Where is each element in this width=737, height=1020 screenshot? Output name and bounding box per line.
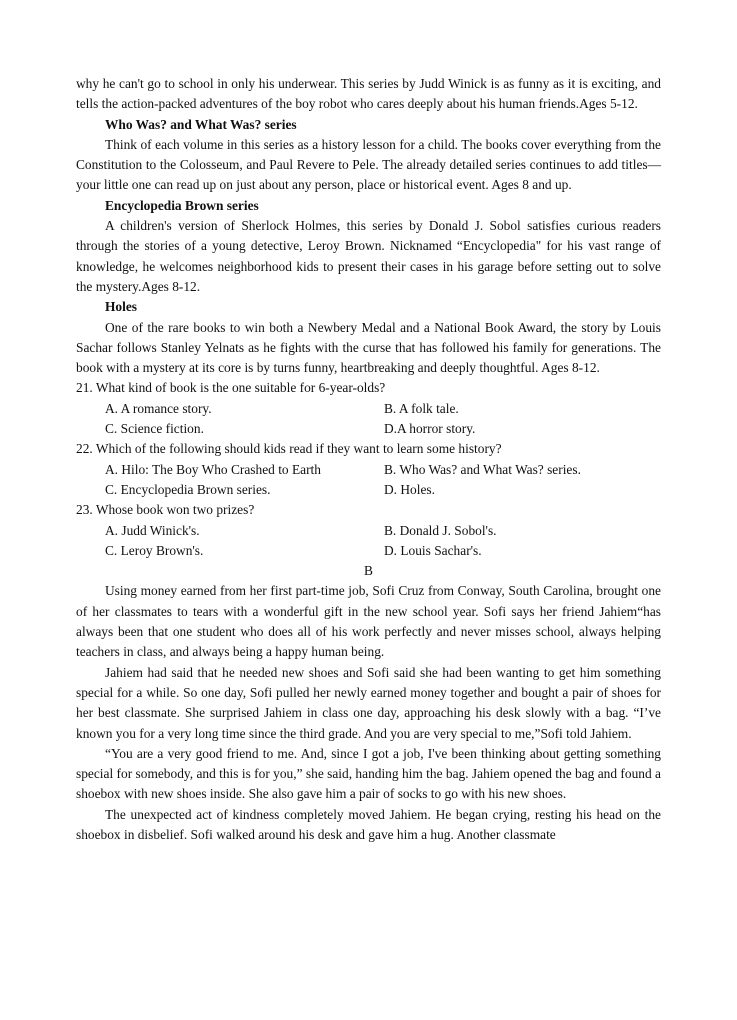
- option-22-d: D. Holes.: [384, 481, 435, 497]
- section-heading-b: B: [364, 563, 373, 579]
- book-desc-encyclopedia-brown: A children's version of Sherlock Holmes, this series by Donald J. Sobol satisfies curious readers through the stories of a young detective, Leroy Brown. Nicknamed “Encyclopedia" for his vast range of knowledge, he welcomes neighborhood kids to present their cases in his garage before setting out to solve the mystery.Ages 8-12.: [76, 218, 661, 294]
- question-22-options: [76, 460, 661, 501]
- book-title-holes: Holes: [105, 299, 137, 315]
- option-21-d: D.A horror story.: [384, 421, 476, 437]
- passage-b-paragraph-1: Using money earned from her first part-time job, Sofi Cruz from Conway, South Carolina, brought one of her classmates to tears with a wonderful gift in the new school year. Sofi says her friend Jahiem“has always been that one student who does all of his work perfectly and never misses school, always helping teachers in class, and always being a happy human being.: [76, 583, 661, 660]
- question-23-stem: 23. Whose book won two prizes?: [76, 502, 255, 518]
- option-23-d: D. Louis Sachar's.: [384, 542, 482, 558]
- book-title-encyclopedia-brown: Encyclopedia Brown series: [105, 197, 259, 213]
- document-page: [76, 74, 661, 845]
- question-22-stem: 22. Which of the following should kids read if they want to learn some history?: [76, 441, 502, 457]
- option-23-b: B. Donald J. Sobol's.: [384, 522, 497, 538]
- option-22-b: B. Who Was? and What Was? series.: [384, 461, 581, 477]
- book-desc-who-was: Think of each volume in this series as a history lesson for a child. The books cover everything from the Constitution to the Colosseum, and Paul Revere to Pele. The already detailed series continues to add titles—your little one can read up on just about any person, place or historical event. Ages 8 and up.: [76, 136, 661, 193]
- passage-b-paragraph-3: “You are a very good friend to me. And, since I got a job, I've been thinking about getting something special for somebody, and this is for you,” she said, handing him the bag. Jahiem opened the bag and found a shoebox with new shoes inside. She also gave him a pair of socks to go with his new shoes.: [76, 745, 661, 802]
- question-21-stem: 21. What kind of book is the one suitable for 6-year-olds?: [76, 380, 386, 396]
- book-title-who-was: Who Was? and What Was? series: [105, 116, 297, 132]
- option-23-c: C. Leroy Brown's.: [105, 542, 204, 558]
- passage-b-paragraph-2: Jahiem had said that he needed new shoes and Sofi said she had been wanting to get him something special for a while. So one day, Sofi pulled her newly earned money together and bought a pair of shoes for her best classmate. She surprised Jahiem in class one day, approaching his desk slowly with a bag. “I’ve known you for a very long time since the third grade. And you are very special to me,”Sofi told Jahiem.: [76, 664, 661, 741]
- option-22-c: C. Encyclopedia Brown series.: [105, 481, 271, 497]
- option-23-a: A. Judd Winick's.: [105, 522, 200, 538]
- book-desc-holes: One of the rare books to win both a Newbery Medal and a National Book Award, the story by Louis Sachar follows Stanley Yelnats as he fights with the curse that has followed his family for generations. The book with a mystery at its core is by turns funny, heartbreaking and deeply thoughtful. Ages 8-12.: [76, 319, 661, 376]
- option-21-b: B. A folk tale.: [384, 400, 459, 416]
- option-22-a: A. Hilo: The Boy Who Crashed to Earth: [105, 461, 321, 477]
- intro-paragraph: why he can't go to school in only his underwear. This series by Judd Winick is as funny as it is exciting, and tells the action-packed adventures of the boy robot who cares deeply about his human friends.Ages 5-12.: [76, 76, 661, 112]
- question-23-options: [76, 521, 661, 562]
- option-21-a: A. A romance story.: [105, 400, 212, 416]
- passage-b-paragraph-4: The unexpected act of kindness completely moved Jahiem. He began crying, resting his head on the shoebox in disbelief. Sofi walked around his desk and gave him a hug. Another classmate: [76, 806, 661, 842]
- option-21-c: C. Science fiction.: [105, 421, 204, 437]
- question-21-options: [76, 399, 661, 440]
